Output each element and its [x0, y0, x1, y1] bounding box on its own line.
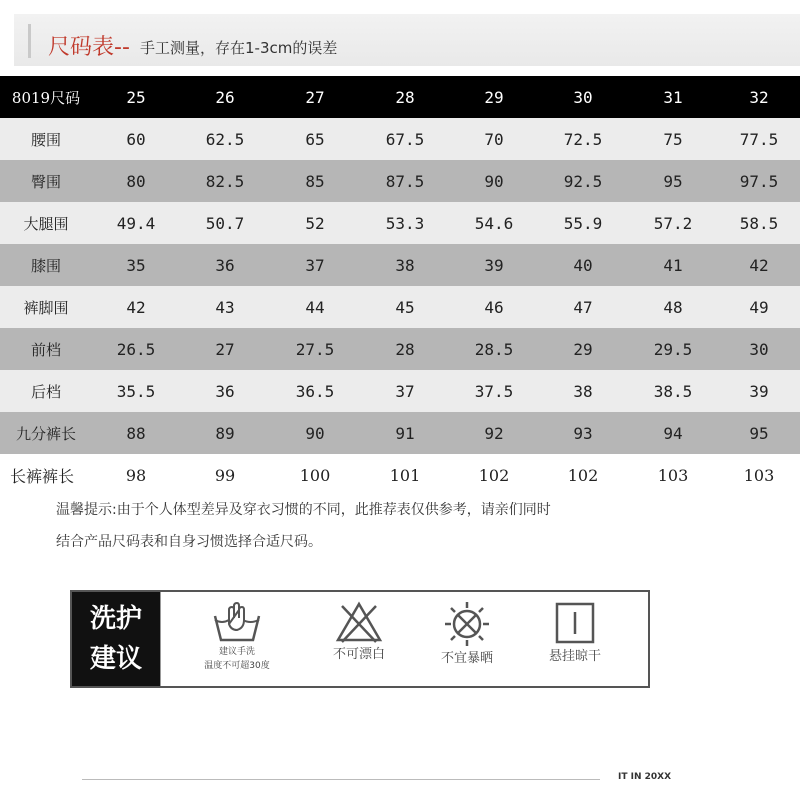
size-header: 31 — [663, 87, 683, 107]
table-cell: 49.4 — [116, 213, 156, 233]
tip-line: 温馨提示:由于个人体型差异及穿衣习惯的不同，此推荐表仅供参考，请亲们同时 — [56, 502, 551, 518]
table-cell: 67.5 — [385, 129, 425, 149]
no-sun-dry-icon — [443, 600, 491, 648]
table-cell: 80 — [126, 171, 146, 191]
tip-line: 结合产品尺码表和自身习惯选择合适尺码。 — [56, 534, 322, 550]
table-cell: 88 — [126, 423, 146, 443]
table-cell: 40 — [573, 255, 593, 275]
size-header: 26 — [215, 87, 235, 107]
row-label: 后档 — [30, 382, 61, 401]
table-cell: 41 — [663, 255, 683, 275]
hand-wash-icon — [211, 600, 263, 644]
table-cell: 28.5 — [474, 339, 514, 359]
table-cell: 49 — [749, 297, 769, 317]
table-cell: 103 — [743, 465, 775, 485]
care-divider — [160, 592, 161, 686]
table-cell: 99 — [214, 465, 236, 485]
table-body — [0, 118, 800, 496]
row-label: 腰围 — [30, 130, 61, 149]
care-instructions — [70, 590, 650, 688]
table-cell: 29 — [573, 339, 593, 359]
table-cell: 35 — [126, 255, 146, 275]
footer-divider — [82, 779, 600, 780]
table-cell: 101 — [389, 465, 421, 485]
table-cell: 90 — [305, 423, 325, 443]
table-cell: 48 — [663, 297, 683, 317]
table-cell: 65 — [305, 129, 325, 149]
table-cell: 37.5 — [474, 381, 514, 401]
table-cell: 42 — [126, 297, 146, 317]
table-cell: 36 — [215, 381, 235, 401]
row-label: 九分裤长 — [15, 424, 76, 443]
care-label: 不宜暴晒 — [440, 651, 493, 666]
table-cell: 29.5 — [653, 339, 693, 359]
care-label: 不可漂白 — [332, 647, 385, 662]
measurement-note: 手工测量，存在1-3cm的误差 — [140, 39, 338, 57]
table-cell: 94 — [663, 423, 683, 443]
table-cell: 98 — [125, 465, 147, 485]
table-header-row — [0, 76, 800, 118]
table-cell: 75 — [663, 129, 683, 149]
table-cell: 39 — [484, 255, 504, 275]
table-cell: 52 — [305, 213, 325, 233]
care-item-hang-dry — [520, 600, 630, 680]
table-cell: 35.5 — [116, 381, 156, 401]
care-item-no-bleach — [304, 600, 414, 680]
table-cell: 92 — [484, 423, 504, 443]
table-cell: 62.5 — [205, 129, 245, 149]
table-cell: 89 — [215, 423, 235, 443]
hang-dry-icon — [553, 600, 597, 646]
table-row — [0, 286, 800, 328]
table-cell: 92.5 — [563, 171, 603, 191]
table-cell: 90 — [484, 171, 504, 191]
no-bleach-icon — [334, 600, 384, 644]
table-cell: 47 — [573, 297, 593, 317]
table-cell: 91 — [395, 423, 415, 443]
table-cell: 30 — [749, 339, 769, 359]
header-bar — [14, 14, 800, 66]
table-cell: 77.5 — [739, 129, 779, 149]
row-label: 臀围 — [30, 172, 61, 191]
table-cell: 27 — [215, 339, 235, 359]
table-cell: 100 — [299, 465, 331, 485]
table-cell: 57.2 — [653, 213, 693, 233]
row-label: 长裤裤长 — [10, 466, 75, 486]
table-cell: 37 — [395, 381, 415, 401]
table-cell: 38 — [395, 255, 415, 275]
table-cell: 58.5 — [739, 213, 779, 233]
table-cell: 42 — [749, 255, 769, 275]
care-item-no-sun-dry — [412, 600, 522, 680]
table-cell: 93 — [573, 423, 593, 443]
table-cell: 55.9 — [563, 213, 603, 233]
table-cell: 38 — [573, 381, 593, 401]
table-cell: 26.5 — [116, 339, 156, 359]
table-row — [0, 328, 800, 370]
table-cell: 95 — [749, 423, 769, 443]
care-title-line: 洗护 — [89, 604, 142, 634]
table-cell: 38.5 — [653, 381, 693, 401]
header-accent-line — [28, 24, 31, 58]
row-label: 前档 — [30, 340, 61, 359]
table-cell: 46 — [484, 297, 504, 317]
table-cell: 102 — [478, 465, 510, 485]
table-cell: 97.5 — [739, 171, 779, 191]
table-row — [0, 412, 800, 454]
table-cell: 54.6 — [474, 213, 514, 233]
table-cell: 44 — [305, 297, 325, 317]
table-cell: 85 — [305, 171, 325, 191]
table-cell: 102 — [567, 465, 599, 485]
size-header: 29 — [484, 87, 504, 107]
model-label: 8019尺码 — [11, 88, 81, 107]
care-title-line: 建议 — [89, 644, 142, 674]
size-header: 25 — [126, 87, 146, 107]
table-row — [0, 202, 800, 244]
care-label: 建议手洗 — [218, 647, 255, 657]
row-label: 裤脚围 — [23, 298, 69, 317]
table-cell: 60 — [126, 129, 146, 149]
table-row — [0, 160, 800, 202]
table-cell: 43 — [215, 297, 235, 317]
table-cell: 103 — [657, 465, 689, 485]
table-cell: 50.7 — [205, 213, 245, 233]
table-row — [0, 454, 800, 496]
table-cell: 87.5 — [385, 171, 425, 191]
table-row — [0, 244, 800, 286]
table-cell: 37 — [305, 255, 325, 275]
table-cell: 39 — [749, 381, 769, 401]
care-label: 悬挂晾干 — [548, 649, 601, 664]
table-cell: 82.5 — [205, 171, 245, 191]
row-label: 膝围 — [30, 256, 61, 275]
table-cell: 95 — [663, 171, 683, 191]
table-cell: 45 — [395, 297, 415, 317]
size-header: 28 — [395, 87, 415, 107]
size-header: 30 — [573, 87, 593, 107]
table-cell: 36.5 — [295, 381, 335, 401]
table-cell: 27.5 — [295, 339, 335, 359]
size-header: 32 — [749, 87, 769, 107]
table-cell: 53.3 — [385, 213, 425, 233]
table-cell: 36 — [215, 255, 235, 275]
table-cell: 70 — [484, 129, 504, 149]
table-cell: 72.5 — [563, 129, 603, 149]
row-label: 大腿围 — [23, 214, 69, 233]
table-row — [0, 370, 800, 412]
sizing-tip — [56, 494, 756, 558]
care-label: 温度不可超30度 — [204, 661, 270, 671]
table-row — [0, 118, 800, 160]
page-title: 尺码表-- — [48, 35, 130, 60]
footer-brand-text: IT IN 20XX — [618, 772, 672, 782]
size-table — [0, 76, 800, 496]
care-title — [72, 592, 160, 686]
size-header: 27 — [305, 87, 325, 107]
care-item-hand-wash — [182, 600, 292, 680]
table-cell: 28 — [395, 339, 415, 359]
